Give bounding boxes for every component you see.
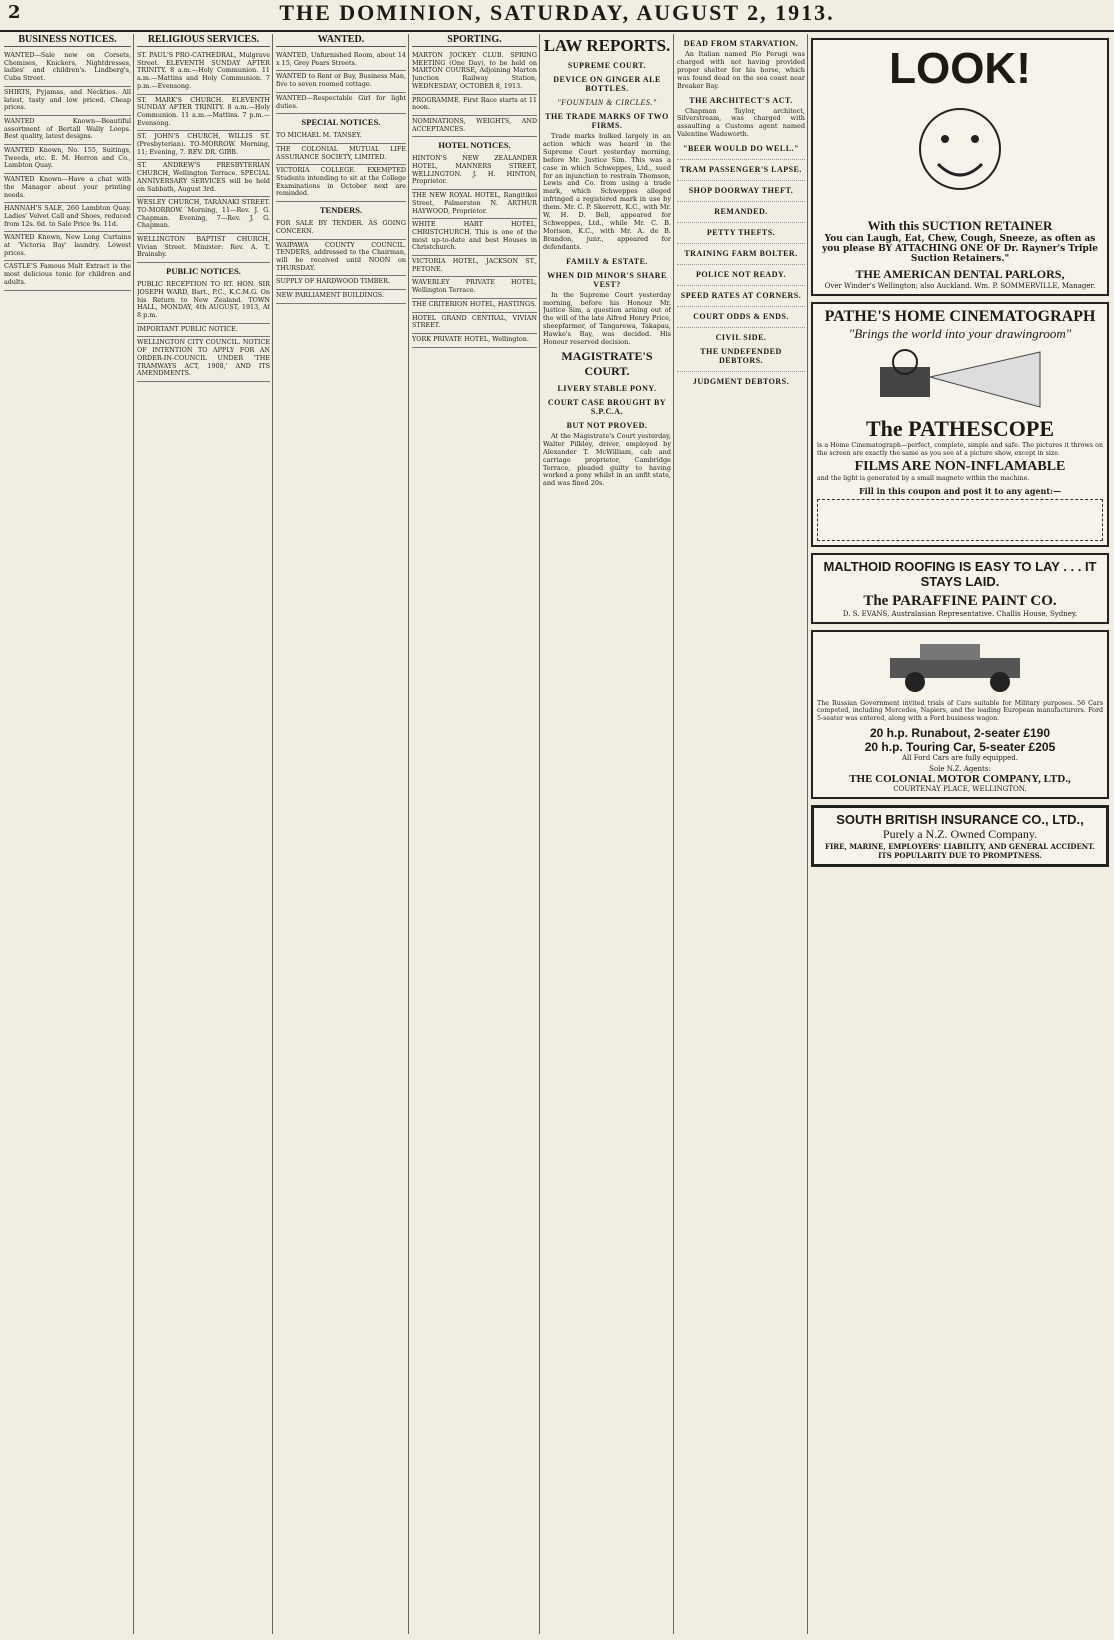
wanted-ad: WANTED to Rent or Buy, Business Man, five to seven roomed cottage. [276,71,406,92]
public-notices-heading: PUBLIC NOTICES. [166,266,241,277]
column-display-ads [811,34,1109,1634]
ford-note: All Ford Cars are fully equipped. [901,753,1019,762]
hotel-ad: HINTON'S NEW ZEALANDER HOTEL, MANNERS STREET, WELLINGTON. J. H. HINTON, Proprietor. [412,153,537,190]
tender-notice: FOR SALE BY TENDER. AS GOING CONCERN. [276,218,406,239]
coupon-heading: Fill in this coupon and post it to any agent:— [858,485,1061,496]
smiling-face-icon [900,94,1020,214]
column-religious-services [137,34,270,1634]
story-title: TRAM PASSENGER'S LAPSE. [680,165,802,175]
ford-agents-label: Sole N.Z. Agents: [929,764,991,773]
paraffine-company: The PARAFFINE PAINT CO. [863,592,1057,609]
tender-notice: NEW PARLIAMENT BUILDINGS. [276,290,406,304]
story-body: In the Supreme Court yesterday morning, before his Honour Mr. Justice Sim, a question arising out of the will of the late Alfred Henry Price, sheepfarmer, of Tangarewa, Takapau, Hawke's Bay, was decided. His Honour reserved decision. [543,290,671,347]
story-body: Chapman Taylor, architect, Silverstream, was charged with assaulting a Customs agent named Valentine Wadsworth. [677,106,805,139]
pathescope-body: is a Home Cinematograph—perfect, complete, simple and safe. The pictures it throws on the screen are exactly the same as you see at a picture show, except in size. [817,442,1103,457]
story-body: Trade marks bulked largely in an action which was heard in the Supreme Court yesterday morning, before Mr. Justice Sim. This was a case in which Schweppes, Ltd., sued for an injunction to restrain Thomson, Lewis and Co. from using a trade mark, which Schweppes alleged infringed a registered mark in use by them. Mr. C. P. Skerrett, K.C., with Mr. W. H. D. Bell, appeared for Schweppes, Ltd., while Mr. C. B. Morison, K.C., with Mr. A. de B. Brandon, junr., appeared for defendants. [543,132,671,251]
text-filler [677,219,805,223]
story-title: REMANDED. [714,207,768,217]
coupon-form[interactable] [817,499,1103,541]
special-notices-heading: SPECIAL NOTICES. [301,117,381,128]
ford-touring-price: 20 h.p. Touring Car, 5-seater £205 [864,739,1056,754]
films-headline: FILMS ARE NON-INFLAMABLE [854,459,1066,475]
insurance-services: FIRE, MARINE, EMPLOYERS' LIABILITY, AND GENERAL ACCIDENT. ITS POPULARITY DUE TO PROMPTNESS. [825,841,1095,860]
story-title: THE UNDEFENDED DEBTORS. [700,347,782,366]
tender-notice: SUPPLY OF HARDWOOD TIMBER. [276,276,406,290]
ford-ad [811,630,1109,799]
sporting-notice: MARTON JOCKEY CLUB. SPRING MEETING (One Day), to be held on MARTON COURSE, Adjoining Marton Junction Railway Station, WEDNESDAY, OCTOBER 8, 1913. [412,50,537,95]
retainer-body: You can Laugh, Eat, Chew, Cough, Sneeze, as often as you please BY ATTACHING ONE OF Dr. Rayner's Triple Suction Retainers." [822,234,1098,264]
retainer-title: With this SUCTION RETAINER [867,218,1053,233]
business-ad: WANTED Known, New Long Curtains at 'Victoria Bay' laundry. Lowest prices. [4,232,131,261]
business-ad: WANTED—Sale new on Corsets, Chemises, Knickers, Nightdresses, ladies' and children's. Lindberg's, Cuba Street. [4,50,131,87]
sporting-notice: NOMINATIONS, WEIGHTS, AND ACCEPTANCES. [412,116,537,137]
wanted-ad: WANTED—Respectable Girl for light duties. [276,93,406,114]
story-title: DEVICE ON GINGER ALE BOTTLES. [553,75,661,93]
church-notice: WESLEY CHURCH, TARANAKI STREET. TO-MORROW. Morning, 11—Rev. J. G. Chapman. Evening, 7—Rev. J. G. Chapman. [137,197,270,234]
column-rule [807,34,808,1634]
column-rule [673,34,674,1634]
paraffine-representative: D. S. EVANS, Australasian Representative. Challis House, Sydney. [842,609,1078,618]
pathe-ad [811,302,1109,547]
colonial-motor-company: THE COLONIAL MOTOR COMPANY, LTD., [849,772,1071,785]
business-ad: WANTED Known—Beautiful assortment of Bertall Wally Loops. Best quality, latest designs. [4,116,131,145]
public-notice: WELLINGTON CITY COUNCIL. NOTICE OF INTENTION TO APPLY FOR AN ORDER-IN-COUNCIL UNDER 'THE TRAMWAYS ACT, 1908,' AND ITS AMENDMENTS. [137,337,270,382]
business-ad: HANNAH'S SALE, 260 Lambton Quay. Ladies' Velvet Call and Shoes, reduced from 12s. 6d. to Sale Price 9s. 11d. [4,203,131,232]
story-title: CIVIL SIDE. [715,333,767,343]
supreme-court-heading: SUPREME COURT. [567,61,647,70]
church-notice: WELLINGTON BAPTIST CHURCH, Vivian Street. Minister: Rev. A. T. Brainsby. [137,234,270,263]
section-heading: FAMILY & ESTATE. [566,256,648,266]
story-subtitle: THE TRADE MARKS OF TWO FIRMS. [545,112,669,130]
insurance-company: SOUTH BRITISH INSURANCE CO., LTD., [836,811,1084,827]
column-rule [408,34,409,1634]
pathe-title: PATHE'S HOME CINEMATOGRAPH [824,308,1096,325]
magistrates-court-heading: MAGISTRATE'S COURT. [561,348,653,378]
special-notice: TO MICHAEL M. TANSEY. [276,130,406,144]
text-filler [677,303,805,307]
look-headline: LOOK! [889,44,1031,93]
story-body: At the Magistrate's Court yesterday, Walter Pilkley, driver, employed by Alexander T. McWilliam, cab and carriage proprietor, Cambridge Terrace, pleaded guilty to having worked a pony whilst in an unfit state, and was fined 20s. [543,431,671,488]
story-body: An Italian named Pio Perugi was charged with not having provided proper shelter for his horse, which was found dead on the sea coast near Breaker Bay. [677,50,805,90]
religious-services-heading: RELIGIOUS SERVICES. [137,34,270,47]
law-reports-headline: LAW REPORTS. [543,36,671,55]
text-filler [677,261,805,265]
hotel-ad: VICTORIA HOTEL, JACKSON ST., PETONE. [412,256,537,277]
hotel-notices-heading: HOTEL NOTICES. [438,140,511,151]
story-title: COURT ODDS & ENDS. [693,312,789,322]
story-subtitle: COURT CASE BROUGHT BY S.P.C.A. [547,397,667,416]
text-filler [677,177,805,181]
text-filler [677,240,805,244]
special-notice: VICTORIA COLLEGE. EXEMPTED Students intending to sit at the College Examinations in October next are reminded. [276,165,406,202]
wanted-heading: WANTED. [276,34,406,47]
church-notice: ST. MARK'S CHURCH. ELEVENTH SUNDAY AFTER TRINITY. 8 a.m.—Holy Communion. 11 a.m.—Mattins. 7 p.m.—Evensong. [137,95,270,132]
story-title: DEAD FROM STARVATION. [683,39,799,48]
story-title: LIVERY STABLE PONY. [557,383,657,393]
hotel-ad: THE NEW ROYAL HOTEL, Rangitikei Street, Palmerston N. ARTHUR HAYWOOD, Proprietor. [412,190,537,219]
tender-notice: WAIPAWA COUNTY COUNCIL. TENDERS, addressed to the Chairman, will be received until NOON on THURSDAY. [276,240,406,277]
malthoid-ad [811,553,1109,624]
column-sporting [412,34,537,1634]
ford-runabout-price: 20 h.p. Runabout, 2-seater £190 [869,725,1051,740]
insurance-tagline: Purely a N.Z. Owned Company. [882,826,1038,841]
dental-parlors: THE AMERICAN DENTAL PARLORS, [855,267,1065,281]
business-ad: WANTED Known, No. 155, Suitings, Tweeds, etc. E. M. Herron and Co., Lambton Quay. [4,145,131,174]
column-rule [272,34,273,1634]
business-ad: CASTLE'S Famous Malt Extract is the most delicious tonic for children and adults. [4,261,131,290]
column-law-reports [543,34,671,1634]
story-title: "BEER WOULD DO WELL." [683,144,799,154]
colonial-motor-address: COURTENAY PLACE, WELLINGTON. [893,784,1027,793]
sporting-heading: SPORTING. [412,34,537,47]
newspaper-title: THE DOMINION, SATURDAY, AUGUST 2, 1913. [279,0,835,25]
column-rule [539,34,540,1634]
dental-address: Over Winder's Wellington; also Auckland. Wm. P. SOMMERVILLE, Manager. [824,282,1096,290]
masthead [0,0,1114,32]
story-title: WHEN DID MINOR'S SHARE VEST? [547,270,667,289]
text-filler [677,368,805,372]
films-body: and the light is generated by a small magneto within the machine. [817,475,1030,483]
business-ad: SHIRTS, Pyjamas, and Neckties. All latest, tasty and low priced. Cheap prices. [4,87,131,116]
projector-illustration-icon [860,342,1060,412]
column-rule [133,34,134,1634]
story-title: SHOP DOORWAY THEFT. [688,186,794,196]
story-title: THE ARCHITECT'S ACT. [689,95,793,105]
hotel-ad: THE CRITERION HOTEL, HASTINGS. [412,299,537,313]
church-notice: ST. ANDREW'S PRESBYTERIAN CHURCH, Wellington Terrace. SPECIAL ANNIVERSARY SERVICES will be held on Sabbath, August 3rd. [137,160,270,197]
text-filler [677,198,805,202]
column-business-notices [4,34,131,1634]
wanted-ad: WANTED, Unfurnished Room, about 14 x 15, Grey Pears Streets. [276,50,406,71]
story-title: PETTY THEFTS. [706,228,776,238]
story-subtitle: "FOUNTAIN & CIRCLES." [557,98,657,107]
church-notice: ST. JOHN'S CHURCH, WILLIS ST. (Presbyterian). TO-MORROW. Morning, 11; Evening, 7. REV. DR. GIBB. [137,131,270,160]
pathescope-title: The PATHESCOPE [865,416,1055,441]
page-number: 2 [8,2,21,23]
dental-ad [811,38,1109,296]
ford-body: The Russian Government invited trials of Cars suitable for Military purposes. 56 Cars competed, including Mercedes, Napiers, and the leading European manufacturers. Ford 5-seater was entered, along with a Ford business wagon. [817,699,1103,722]
hotel-ad: WAVERLEY PRIVATE HOTEL, Wellington Terrace. [412,277,537,298]
text-filler [677,156,805,160]
public-notice: PUBLIC RECEPTION TO RT. HON. SIR JOSEPH WARD, Bart., P.C., K.C.M.G. On his Return to New Zealand. TOWN HALL, MONDAY, 4th AUGUST, 1913, At 8 p.m. [137,279,270,324]
text-filler [677,282,805,286]
malthoid-headline: MALTHOID ROOFING IS EASY TO LAY . . . IT STAYS LAID. [823,558,1097,589]
church-notice: ST. PAUL'S PRO-CATHEDRAL, Mulgrave Street. ELEVENTH SUNDAY AFTER TRINITY. 8 a.m.—Holy Communion. 11 a.m.—Mattins and Holy Communion. 7 p.m.—Evensong. [137,50,270,95]
special-notice: THE COLONIAL MUTUAL LIFE ASSURANCE SOCIETY, LIMITED. [276,144,406,165]
story-subtitle: BUT NOT PROVED. [566,420,648,430]
hotel-ad: WHITE HART HOTEL, CHRISTCHURCH. This is one of the most up-to-date and best Houses in Christchurch. [412,219,537,256]
column-court-reports [677,34,805,1634]
story-title: TRAINING FARM BOLTER. [684,249,798,259]
story-title: JUDGMENT DEBTORS. [692,377,790,387]
column-wanted [276,34,406,1634]
story-title: POLICE NOT READY. [695,270,787,280]
business-notices-heading: BUSINESS NOTICES. [4,34,131,47]
hotel-ad: YORK PRIVATE HOTEL, Wellington. [412,334,537,348]
public-notice: IMPORTANT PUBLIC NOTICE. [137,324,270,338]
motor-car-illustration-icon [850,636,1070,696]
sporting-notice: PROGRAMME. First Race starts at 11 noon. [412,95,537,116]
text-filler [677,324,805,328]
tenders-heading: TENDERS. [319,205,363,216]
hotel-ad: HOTEL GRAND CENTRAL, VIVIAN STREET. [412,313,537,334]
insurance-ad [811,805,1109,867]
business-ad: WANTED Known—Have a chat with the Manager about your printing needs. [4,174,131,203]
story-title: SPEED RATES AT CORNERS. [680,291,802,301]
pathe-tagline: "Brings the world into your drawingroom" [848,326,1072,341]
